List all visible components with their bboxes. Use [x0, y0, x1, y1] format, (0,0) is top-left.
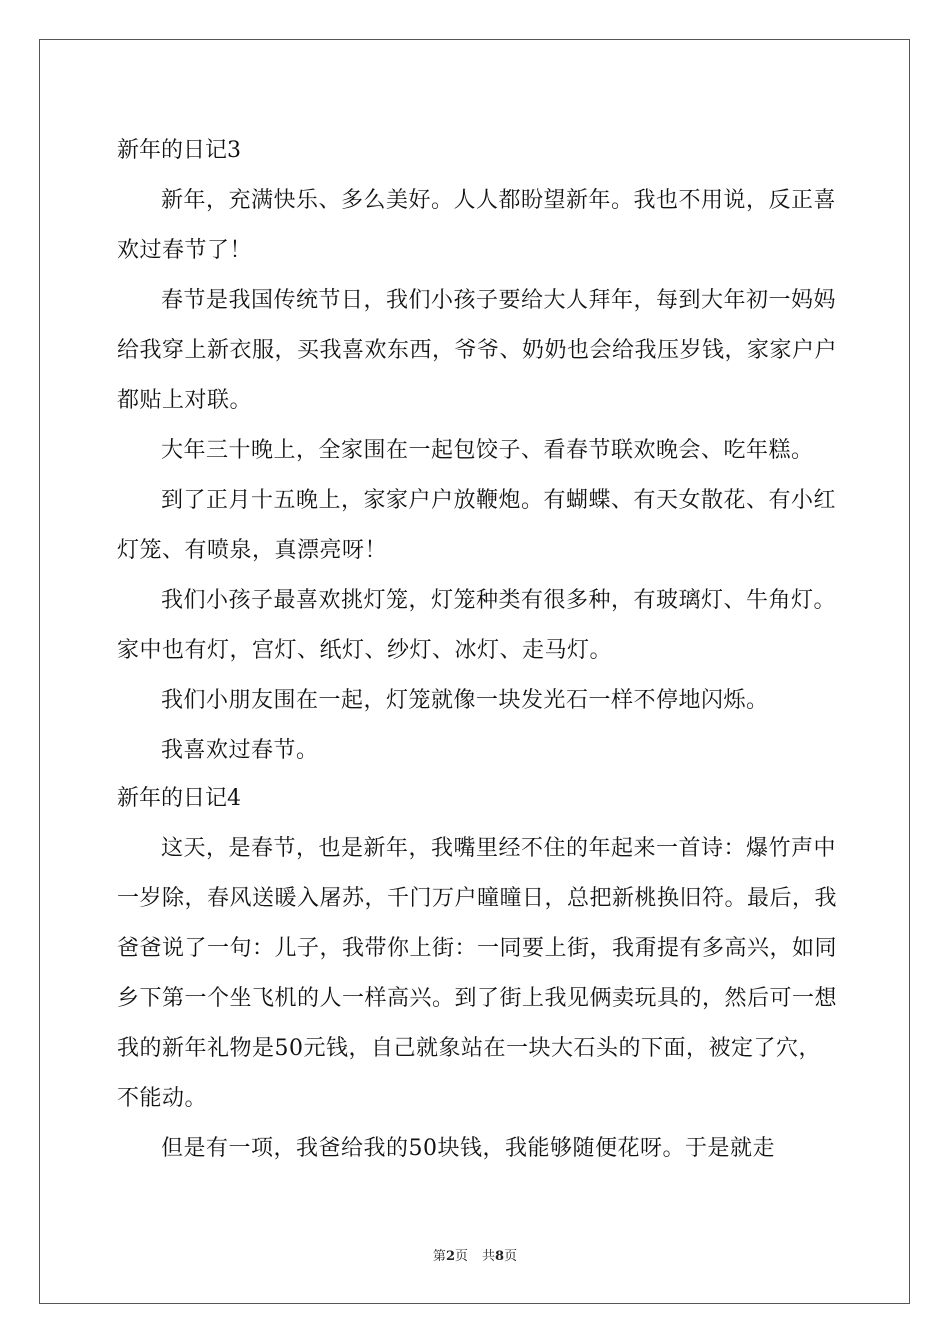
total-suffix: 页	[504, 1249, 518, 1264]
paragraph: 我喜欢过春节。	[161, 738, 319, 763]
page-suffix: 页	[454, 1249, 468, 1264]
paragraph: 我们小朋友围在一起，灯笼就像一块发光石一样不停地闪烁。	[161, 688, 769, 713]
paragraph: 这天，是春节，也是新年，我嘴里经不住的年起来一首诗：爆竹声中一岁除，春风送暖入屠苏，千门万户曈曈日，总把新桃换旧符。最后，我爸爸说了一句：儿子，我带你上街：一同要上街，我甭提有多高兴，如同乡下第一个坐飞机的人一样高兴。到了街上我见俩卖玩具的，然后可一想我的新年礼物是50元钱，自己就象站在一块大石头的下面，被定了穴，不能动。	[117, 836, 838, 1111]
document-body	[117, 128, 837, 1174]
page-number: 2	[445, 1249, 455, 1264]
paragraph: 大年三十晚上，全家围在一起包饺子、看春节联欢晚会、吃年糕。	[161, 438, 814, 463]
paragraph: 春节是我国传统节日，我们小孩子要给大人拜年，每到大年初一妈妈给我穿上新衣服，买我喜欢东西，爷爷、奶奶也会给我压岁钱，家家户户都贴上对联。	[117, 288, 838, 413]
total-pages: 8	[495, 1249, 505, 1264]
section-title: 新年的日记4	[117, 786, 241, 811]
paragraph: 我们小孩子最喜欢挑灯笼，灯笼种类有很多种，有玻璃灯、牛角灯。家中也有灯，宫灯、纸灯、纱灯、冰灯、走马灯。	[117, 588, 837, 663]
paragraph: 但是有一项，我爸给我的50块钱，我能够随便花呀。于是就走	[161, 1136, 775, 1161]
paragraph: 到了正月十五晚上，家家户户放鞭炮。有蝴蝶、有天女散花、有小红灯笼、有喷泉，真漂亮呀！	[117, 488, 837, 563]
page-prefix: 第	[432, 1249, 446, 1264]
paragraph: 新年，充满快乐、多么美好。人人都盼望新年。我也不用说，反正喜欢过春节了！	[117, 188, 837, 263]
total-prefix: 共	[482, 1249, 496, 1264]
page-footer	[0, 1248, 950, 1266]
section-title: 新年的日记3	[117, 138, 241, 163]
